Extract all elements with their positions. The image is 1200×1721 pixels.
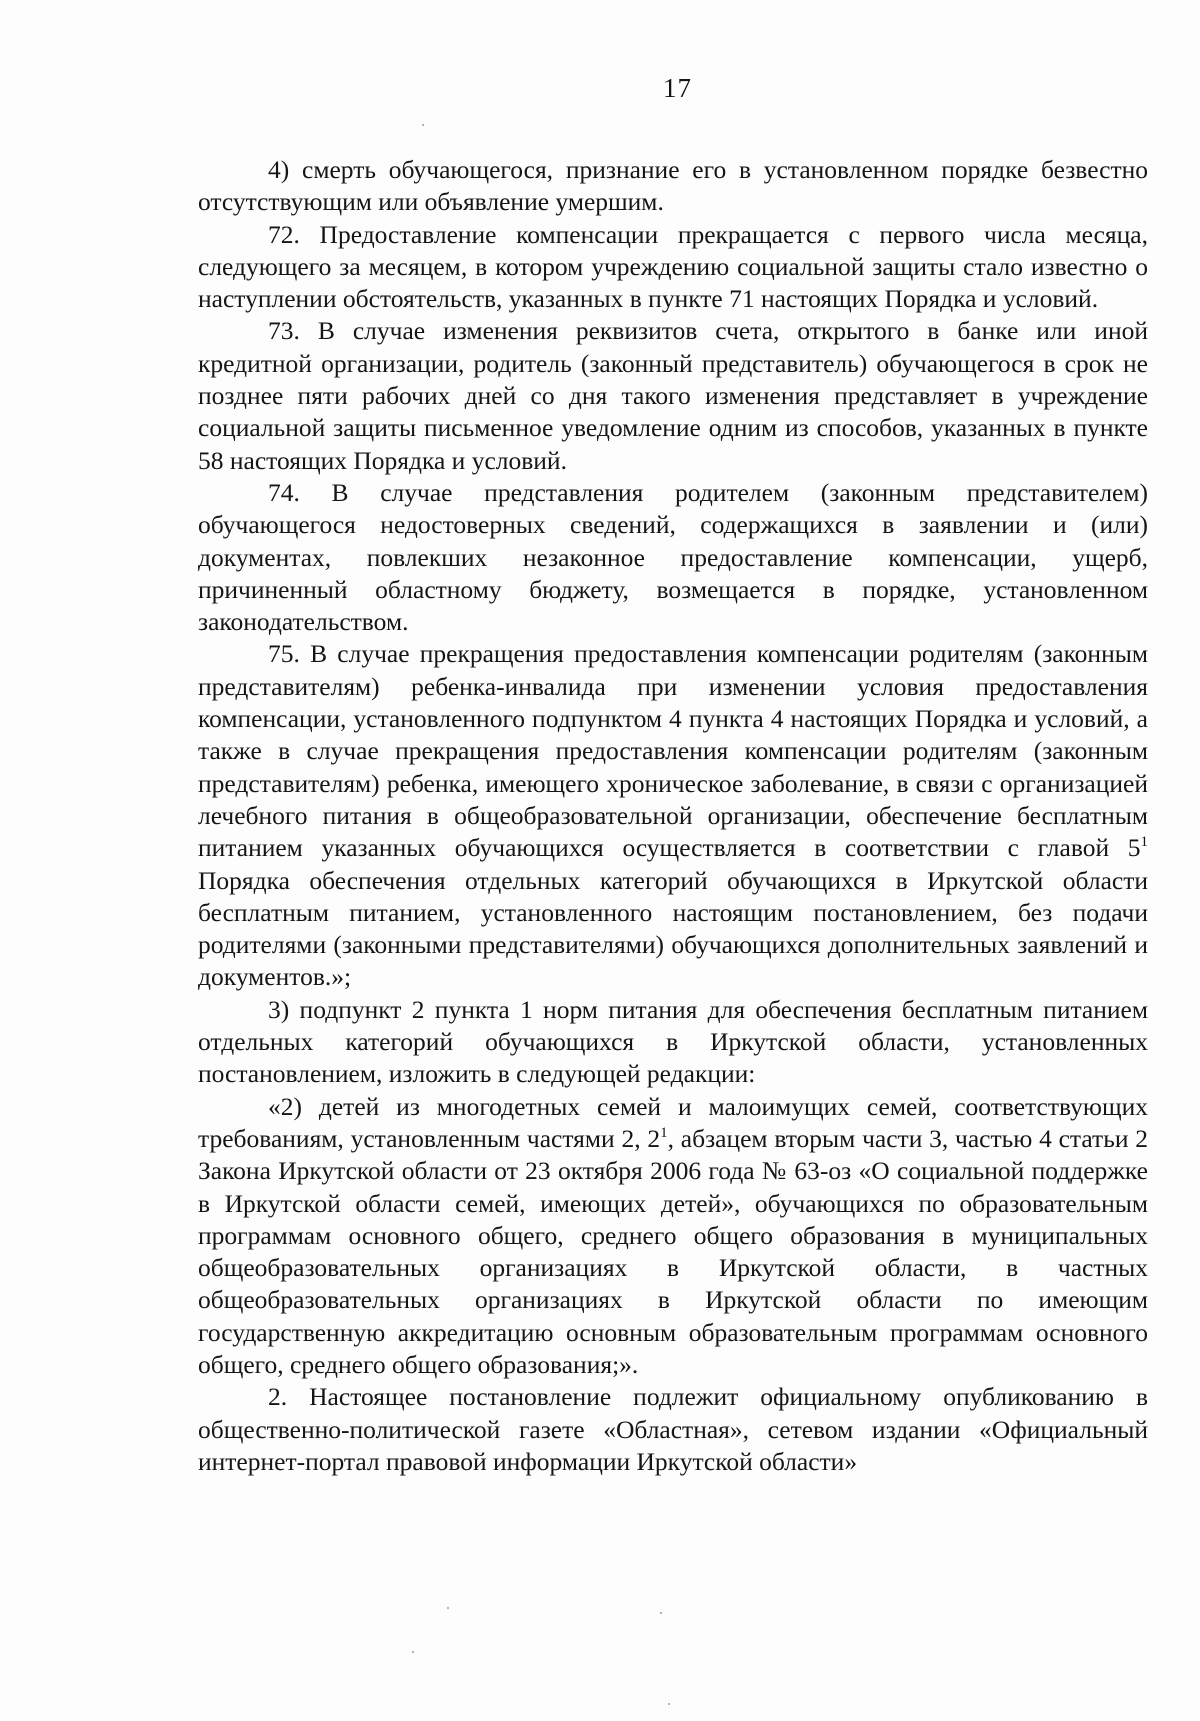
paragraph-73: 73. В случае изменения реквизитов счета, открытого в банке или иной кредитной организации, родитель (законный представитель) обучающегося в срок не позднее пяти рабочих дней со дня такого изменения представляет в учреждение социальной защиты письменное уведомление одним из способов, указанных в пункте 58 настоящих Порядка и условий.	[198, 316, 1148, 475]
scan-speck	[660, 1612, 662, 1614]
paragraph-74: 74. В случае представления родителем (законным представителем) обучающегося недостоверных сведений, содержащихся в заявлении и (или) документах, повлекших незаконное предоставление компенсации, ущерб, причиненный областному бюджету, возмещается в порядке, установленном законодательством.	[198, 477, 1148, 637]
page-number: 17	[663, 73, 692, 103]
scan-speck	[447, 1607, 449, 1609]
scan-speck	[422, 124, 424, 126]
paragraph-item-3: 3) подпункт 2 пункта 1 норм питания для обеспечения бесплатным питанием отдельных категорий обучающихся в Иркутской области, установленных постановлением, изложить в следующей редакции:	[198, 994, 1148, 1089]
paragraph-quoted-item-2	[198, 1091, 1148, 1382]
scan-speck	[412, 1651, 414, 1653]
quoted-item-2-text-end: , абзацем вторым части 3, частью 4 статьи 2 Закона Иркутской области от 23 октября 2006 года № 63-оз «О социальной поддержке в Иркутской области семей, имеющих детей», обучающихся по образовательным программам основного общего, среднего общего образования в муниципальных общеобразовательных организациях в Иркутской области, в частных общеобразовательных организациях в Иркутской области по имеющим государственную аккредитацию основным образовательным программам основного общего, среднего общего образования;».	[198, 1123, 1148, 1379]
paragraph-75	[198, 638, 1148, 993]
paragraph-72: 72. Предоставление компенсации прекращается с первого числа месяца, следующего за месяцем, в котором учреждению социальной защиты стало известно о наступлении обстоятельств, указанных в пункте 71 настоящих Порядка и условий.	[198, 219, 1148, 314]
paragraph-section-2: 2. Настоящее постановление подлежит официальному опубликованию в общественно-политической газете «Областная», сетевом издании «Официальный интернет-портал правовой информации Иркутской области»	[198, 1382, 1148, 1476]
paragraph-75-text-end: Порядка обеспечения отдельных категорий обучающихся в Иркутской области бесплатным питанием, установленного настоящим постановлением, без подачи родителями (законными представителями) обучающихся дополнительных заявлений и документов.»;	[198, 865, 1148, 992]
paragraph-75-text-start: 75. В случае прекращения предоставления компенсации родителям (законным представителям) ребенка-инвалида при изменении условия предоставления компенсации, установленного подпунктом 4 пункта 4 настоящих Порядка и условий, а также в случае прекращения предоставления компенсации родителям (законным представителям) ребенка, имеющего хроническое заболевание, в связи с организацией лечебного питания в общеобразовательной организации, обеспечение бесплатным питанием указанных обучающихся осуществляется в соответствии с главой 5	[198, 639, 1148, 863]
paragraph-item-4: 4) смерть обучающегося, признание его в установленном порядке безвестно отсутствующим или объявление умершим.	[198, 155, 1148, 217]
chapter-superscript: 1	[1140, 834, 1148, 851]
part-superscript: 1	[660, 1124, 668, 1141]
quoted-item-2-text-start: «2) детей из многодетных семей и малоимущих семей, соответствующих требованиям, установленным частями 2, 2	[198, 1091, 1148, 1153]
scan-speck	[668, 1703, 670, 1705]
document-body	[198, 154, 1148, 1478]
